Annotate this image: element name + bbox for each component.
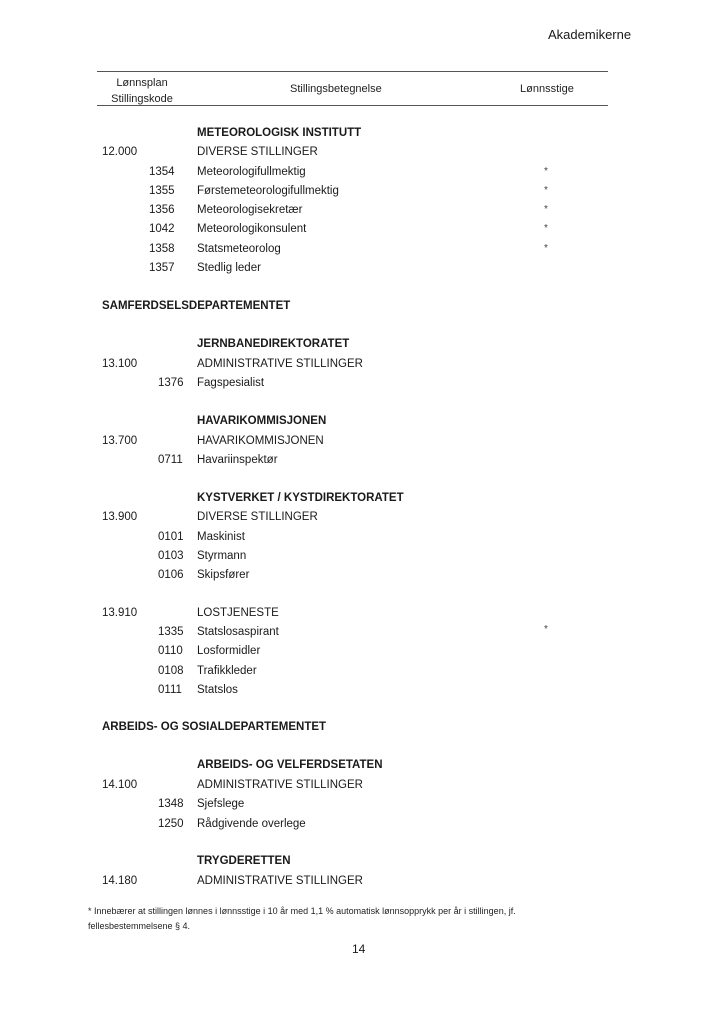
position-title: Skipsfører (197, 569, 250, 581)
position-code: 1358 (149, 243, 175, 255)
position-code: 1250 (158, 818, 184, 830)
agency-heading: ARBEIDS- OG VELFERDSETATEN (197, 759, 383, 771)
pay-plan-code: 13.910 (102, 607, 138, 619)
table-header-col3: Lønnsstige (520, 83, 574, 95)
position-code: 1376 (158, 377, 184, 389)
position-title: Stedlig leder (197, 262, 261, 274)
position-title: Meteorologifullmektig (197, 166, 306, 178)
position-code: 1335 (158, 626, 184, 638)
position-code: 0101 (158, 531, 184, 543)
pay-plan-code: 12.000 (102, 146, 138, 158)
agency-heading: JERNBANEDIREKTORATET (197, 338, 350, 350)
position-title: Statsmeteorolog (197, 243, 281, 255)
pay-scale-marker: * (544, 166, 548, 177)
pay-plan-code: 13.700 (102, 435, 138, 447)
position-group: DIVERSE STILLINGER (197, 511, 318, 523)
position-group: HAVARIKOMMISJONEN (197, 435, 324, 447)
position-code: 1348 (158, 798, 184, 810)
footnote-line2: fellesbestemmelsene § 4. (88, 921, 191, 931)
position-title: Meteorologikonsulent (197, 223, 307, 235)
table-header-col1 (110, 75, 174, 107)
table-header-bottom-rule (97, 105, 608, 106)
pay-scale-marker: * (544, 185, 548, 196)
pay-scale-marker: * (544, 223, 548, 234)
pay-plan-code: 13.900 (102, 511, 138, 523)
position-group: ADMINISTRATIVE STILLINGER (197, 875, 363, 887)
table-header-top-rule (97, 71, 608, 72)
ministry-heading: ARBEIDS- OG SOSIALDEPARTEMENTET (102, 721, 327, 733)
position-title: Førstemeteorologifullmektig (197, 185, 339, 197)
position-title: Havariinspektør (197, 454, 278, 466)
position-group: ADMINISTRATIVE STILLINGER (197, 358, 363, 370)
pay-plan-code: 13.100 (102, 358, 138, 370)
position-code: 1042 (149, 223, 175, 235)
position-code: 1354 (149, 166, 175, 178)
position-code: 0103 (158, 550, 184, 562)
position-title: Sjefslege (197, 798, 245, 810)
position-group: ADMINISTRATIVE STILLINGER (197, 779, 363, 791)
agency-heading: HAVARIKOMMISJONEN (197, 415, 327, 427)
pay-plan-code: 14.100 (102, 779, 138, 791)
page-number: 14 (352, 942, 366, 956)
pay-scale-marker: * (544, 624, 548, 635)
position-title: Statslosaspirant (197, 626, 279, 638)
position-title: Rådgivende overlege (197, 818, 306, 830)
position-title: Losformidler (197, 645, 261, 657)
position-code: 1355 (149, 185, 175, 197)
position-code: 0108 (158, 665, 184, 677)
position-title: Maskinist (197, 531, 245, 543)
pay-plan-code: 14.180 (102, 875, 138, 887)
position-title: Trafikkleder (197, 665, 257, 677)
ministry-heading: SAMFERDSELSDEPARTEMENTET (102, 300, 291, 312)
position-code: 0106 (158, 569, 184, 581)
organization-name: Akademikerne (548, 27, 632, 42)
position-title: Meteorologisekretær (197, 204, 303, 216)
pay-scale-marker: * (544, 204, 548, 215)
col1-label-line2: Stillingskode (111, 93, 173, 105)
position-code: 0110 (158, 645, 183, 657)
agency-heading: METEOROLOGISK INSTITUTT (197, 127, 362, 139)
position-group: DIVERSE STILLINGER (197, 146, 318, 158)
position-title: Styrmann (197, 550, 247, 562)
position-code: 0711 (158, 454, 183, 466)
position-code: 0111 (158, 684, 182, 696)
agency-heading: TRYGDERETTEN (197, 855, 291, 867)
footnote-line1: * Innebærer at stillingen lønnes i lønnsstige i 10 år med 1,1 % automatisk lønnsopprykk per år i stillingen, jf. (88, 906, 516, 916)
position-code: 1356 (149, 204, 175, 216)
table-header-col2: Stillingsbetegnelse (290, 83, 382, 95)
position-title: Statslos (197, 684, 238, 696)
agency-heading: KYSTVERKET / KYSTDIREKTORATET (197, 492, 404, 504)
position-title: Fagspesialist (197, 377, 265, 389)
pay-scale-marker: * (544, 243, 548, 254)
position-code: 1357 (149, 262, 175, 274)
col1-label-line1: Lønnsplan (116, 77, 168, 89)
position-group: LOSTJENESTE (197, 607, 279, 619)
